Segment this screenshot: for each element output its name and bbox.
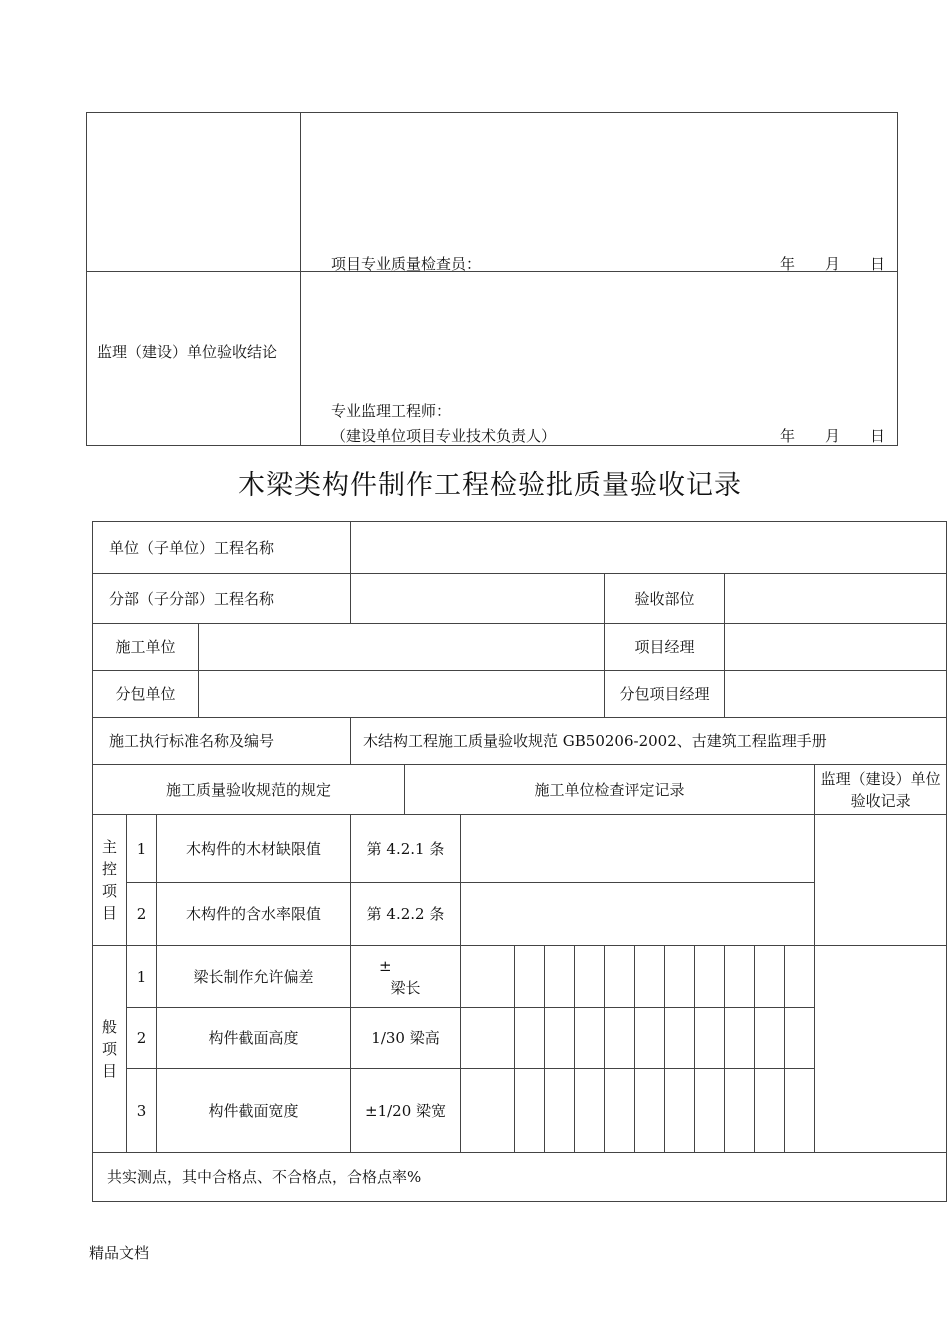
supervision-sign-cell	[301, 272, 898, 446]
general-supervision-record	[815, 946, 947, 1153]
item-number: 1	[127, 946, 157, 1008]
measure-cell	[605, 1008, 635, 1069]
owner-rep-label: （建设单位项目专业技术负责人）	[331, 427, 557, 445]
main-control-supervision-record	[815, 815, 947, 946]
supervision-conclusion-label: 监理（建设）单位验收结论	[97, 343, 278, 361]
measure-cell	[725, 946, 755, 1008]
measure-cell	[461, 1069, 515, 1153]
measure-cell	[605, 1069, 635, 1153]
supervision-date: 年 月 日	[779, 427, 885, 445]
measure-cell	[695, 1008, 725, 1069]
sub-project-name-value	[351, 574, 605, 624]
standard-value: 木结构工程施工质量验收规范 GB50206-2002、古建筑工程监理手册	[351, 718, 947, 765]
measure-cell	[545, 1008, 575, 1069]
measure-cell	[695, 946, 725, 1008]
inspection-record-table	[92, 521, 947, 1202]
subcontract-unit-label: 分包单位	[93, 671, 199, 718]
measure-cell	[461, 1008, 515, 1069]
item-tolerance: ± 梁长	[351, 946, 461, 1008]
measure-cell	[785, 946, 815, 1008]
subcontract-manager-value	[725, 671, 947, 718]
sub-project-name-label: 分部（子分部）工程名称	[93, 574, 351, 624]
main-control-group-label: 主 控 项 目	[93, 815, 127, 946]
measure-cell	[755, 946, 785, 1008]
item-number: 1	[127, 815, 157, 883]
standard-row	[93, 718, 947, 765]
measure-cell	[515, 1069, 545, 1153]
item-tolerance: 1/30 梁高	[351, 1008, 461, 1069]
measure-cell	[515, 1008, 545, 1069]
summary-text: 共实测点，其中合格点、不合格点，合格点率%	[93, 1153, 947, 1202]
unit-project-name-label: 单位（子单位）工程名称	[93, 522, 351, 574]
measure-cell	[635, 1069, 665, 1153]
measure-cell	[755, 1008, 785, 1069]
measure-cell	[785, 1008, 815, 1069]
footer-watermark: 精品文档	[89, 1244, 150, 1262]
project-manager-label: 项目经理	[605, 624, 725, 671]
item-clause: 第 4.2.2 条	[351, 883, 461, 946]
general-row-1	[93, 946, 947, 1008]
measure-cell	[635, 946, 665, 1008]
summary-row	[93, 1153, 947, 1202]
acceptance-part-label: 验收部位	[605, 574, 725, 624]
item-name: 木构件的含水率限值	[157, 883, 351, 946]
measure-cell	[665, 1008, 695, 1069]
engineer-label: 专业监理工程师：	[331, 402, 452, 420]
construction-unit-row	[93, 624, 947, 671]
standard-label: 施工执行标准名称及编号	[93, 718, 351, 765]
measure-cell	[725, 1069, 755, 1153]
measure-cell	[695, 1069, 725, 1153]
measure-cell	[461, 946, 515, 1008]
item-record	[461, 815, 815, 883]
supervision-row	[87, 272, 898, 446]
item-name: 构件截面高度	[157, 1008, 351, 1069]
subcontract-row	[93, 671, 947, 718]
spec-column-header: 施工质量验收规范的规定	[93, 765, 405, 815]
construction-unit-value	[199, 624, 605, 671]
subcontract-unit-value	[199, 671, 605, 718]
measure-cell	[545, 1069, 575, 1153]
previous-signoff-table	[86, 112, 898, 446]
item-tolerance: ±1/20 梁宽	[351, 1069, 461, 1153]
inspector-label: 项目专业质量检查员：	[331, 255, 482, 273]
measure-cell	[575, 1008, 605, 1069]
empty-label-cell	[87, 113, 301, 272]
main-control-row-1	[93, 815, 947, 883]
general-group-label: 般 项 目	[93, 946, 127, 1153]
construction-unit-label: 施工单位	[93, 624, 199, 671]
item-number: 2	[127, 1008, 157, 1069]
item-record	[461, 883, 815, 946]
measure-cell	[545, 946, 575, 1008]
supervision-label-cell	[87, 272, 301, 446]
measure-cell	[575, 946, 605, 1008]
inspector-cell	[301, 113, 898, 272]
measure-cell	[665, 946, 695, 1008]
measure-cell	[605, 946, 635, 1008]
inspector-date: 年 月 日	[779, 255, 885, 273]
inspector-row	[87, 113, 898, 272]
subcontract-manager-label: 分包项目经理	[605, 671, 725, 718]
page-title: 木梁类构件制作工程检验批质量验收记录	[238, 470, 742, 501]
acceptance-part-value	[725, 574, 947, 624]
item-name: 木构件的木材缺限值	[157, 815, 351, 883]
column-header-row	[93, 765, 947, 815]
item-clause: 第 4.2.1 条	[351, 815, 461, 883]
measure-cell	[515, 946, 545, 1008]
project-manager-value	[725, 624, 947, 671]
measure-cell	[785, 1069, 815, 1153]
measure-cell	[665, 1069, 695, 1153]
measure-cell	[575, 1069, 605, 1153]
measure-cell	[755, 1069, 785, 1153]
item-name: 梁长制作允许偏差	[157, 946, 351, 1008]
measure-cell	[635, 1008, 665, 1069]
item-number: 2	[127, 883, 157, 946]
construction-record-column-header: 施工单位检查评定记录	[405, 765, 815, 815]
measure-cell	[725, 1008, 755, 1069]
item-number: 3	[127, 1069, 157, 1153]
supervision-record-column-header: 监理（建设）单位验收记录	[815, 765, 947, 815]
sub-project-row	[93, 574, 947, 624]
unit-project-name-value	[351, 522, 947, 574]
item-name: 构件截面宽度	[157, 1069, 351, 1153]
unit-project-row	[93, 522, 947, 574]
